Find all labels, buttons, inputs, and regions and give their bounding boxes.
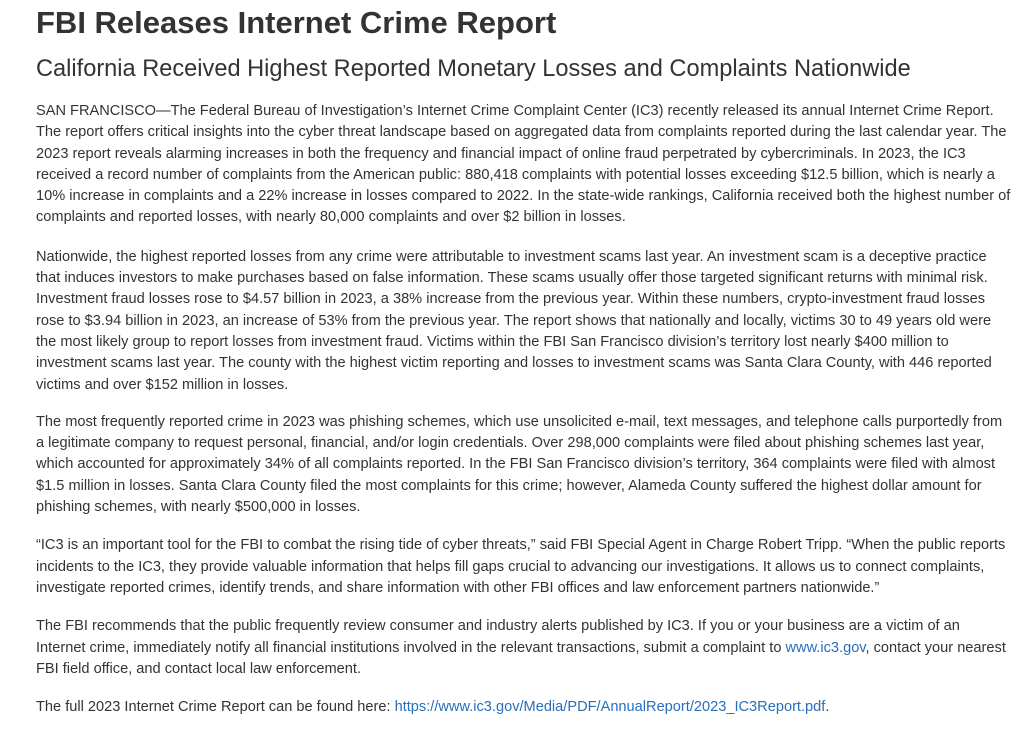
paragraph-quote: “IC3 is an important tool for the FBI to combat the rising tide of cyber threats,” said FBI Special Agent in Charge Robert Tripp. “When the public reports incidents to the IC3, they provide valuable information that helps fill gaps crucial to advancing our investigations. It allows us to connect complaints, investigate reported crimes, identify trends, and share information with other FBI offices and law enforcement partners nationwide.” xyxy=(36,537,1006,596)
report-link-text: The full 2023 Internet Crime Report can be found here: xyxy=(36,699,395,716)
recommendation-text: The FBI recommends that the public frequently review consumer and industry alerts published by IC3. If you or your business are a victim of an Internet crime, immediately notify all financial institutions involved in the relevant transactions, submit a complaint to xyxy=(36,618,960,656)
paragraph-intro: SAN FRANCISCO—The Federal Bureau of Investigation’s Internet Crime Complaint Center (IC3) recently released its annual Internet Crime Report. The report offers critical insights into the cyber threat landscape based on aggregated data from complaints reported during the last calendar year. The 2023 report reveals alarming increases in both the frequency and financial impact of online fraud perpetrated by cybercriminals. In 2023, the IC3 received a record number of complaints from the American public: 880,418 complaints with potential losses exceeding $12.5 billion, which is nearly a 10% increase in complaints and a 22% increase in losses compared to 2022. In the state-wide rankings, California received both the highest number of complaints and reported losses, with nearly 80,000 complaints and over $2 billion in losses. xyxy=(36,103,1011,226)
paragraph-investment-scams: Nationwide, the highest reported losses from any crime were attributable to investment scams last year. An investment scam is a deceptive practice that induces investors to make purchases based on false information. These scams usually offer those targeted significant returns with minimal risk. Investment fraud losses rose to $4.57 billion in 2023, a 38% increase from the previous year. Within these numbers, crypto-investment fraud losses rose to $3.94 billion in 2023, an increase of 53% from the previous year. The report shows that nationally and locally, victims 30 to 49 years old were the most likely group to report losses from investment fraud. Victims within the FBI San Francisco division’s territory lost nearly $400 million to investment scams last year. The county with the highest victim reporting and losses to investment scams was Santa Clara County, with 446 reported victims and over $152 million in losses. xyxy=(36,248,992,393)
ic3-link[interactable]: www.ic3.gov xyxy=(785,639,866,656)
paragraph-phishing: The most frequently reported crime in 2023 was phishing schemes, which use unsolicited e-mail, text messages, and telephone calls purportedly from a legitimate company to request personal, financial, and/or login credentials. Over 298,000 complaints were filed about phishing schemes last year, which accounted for approximately 34% of all complaints reported. In the FBI San Francisco division’s territory, 364 complaints were filed with almost $1.5 million in losses. Santa Clara County filed the most complaints for this crime; however, Alameda County suffered the highest dollar amount for phishing schemes, with nearly $500,000 in losses. xyxy=(36,413,1003,516)
page-subtitle: California Received Highest Reported Monetary Losses and Complaints Nationwide xyxy=(36,56,911,82)
report-pdf-link[interactable]: https://www.ic3.gov/Media/PDF/AnnualReport/2023_IC3Report.pdf xyxy=(394,699,826,716)
report-link-text-end: . xyxy=(825,699,830,716)
paragraph-report-link xyxy=(36,697,1013,718)
recommendation-text-end: , contact your nearest FBI field office, and contact local law enforcement. xyxy=(36,639,1006,677)
page-title: FBI Releases Internet Crime Report xyxy=(36,5,557,40)
paragraph-recommendation xyxy=(36,616,1013,680)
article xyxy=(0,5,1023,718)
